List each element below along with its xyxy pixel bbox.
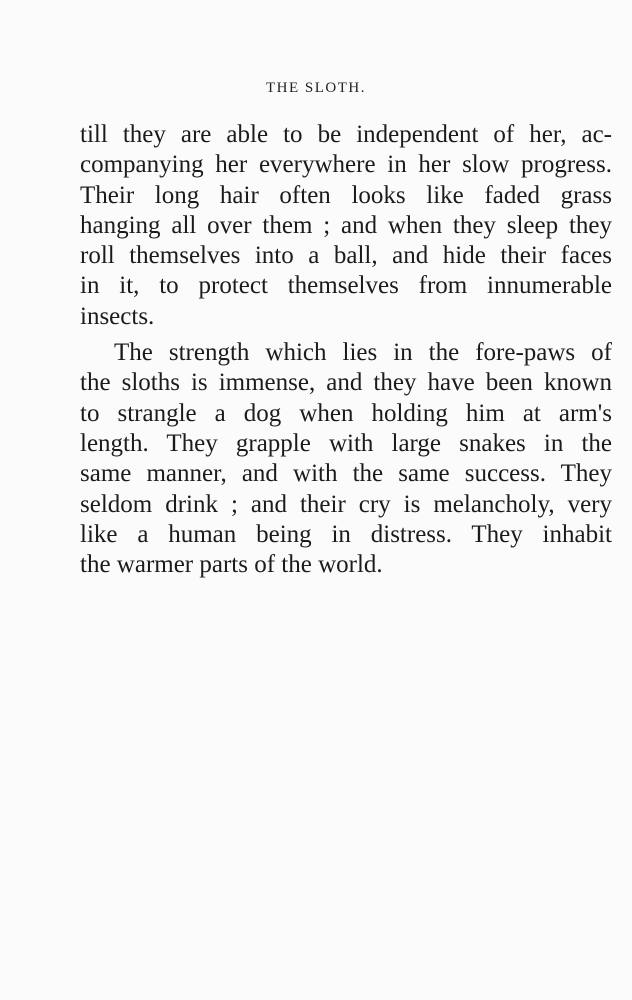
text-line: till they are able to be independent of her, ac- — [80, 121, 612, 148]
text-line: length. They grapple with large snakes in the — [80, 429, 612, 457]
text-line: seldom drink ; and their cry is melancholy, very — [80, 490, 612, 518]
text-line: Their long hair often looks like faded grass — [80, 181, 612, 209]
text-line: insects. — [80, 302, 155, 330]
text-line: The strength which lies in the fore-paws of — [114, 339, 612, 367]
body-text — [80, 120, 612, 580]
text-line: companying her everywhere in her slow progress. — [80, 151, 612, 179]
text-line: hanging all over them ; and when they sleep they — [80, 211, 612, 239]
paragraph-1 — [80, 120, 612, 332]
text-line: roll themselves into a ball, and hide their faces — [80, 242, 612, 270]
paragraph-2 — [80, 338, 612, 580]
text-line: the warmer parts of the world. — [80, 551, 383, 579]
text-line: same manner, and with the same success. They — [80, 460, 612, 488]
text-line: like a human being in distress. They inhabit — [80, 520, 612, 548]
text-line: the sloths is immense, and they have been known — [80, 369, 612, 397]
running-head: THE SLOTH. — [266, 80, 366, 96]
text-line: in it, to protect themselves from innumerable — [80, 272, 612, 300]
text-line: to strangle a dog when holding him at arm's — [80, 399, 612, 427]
